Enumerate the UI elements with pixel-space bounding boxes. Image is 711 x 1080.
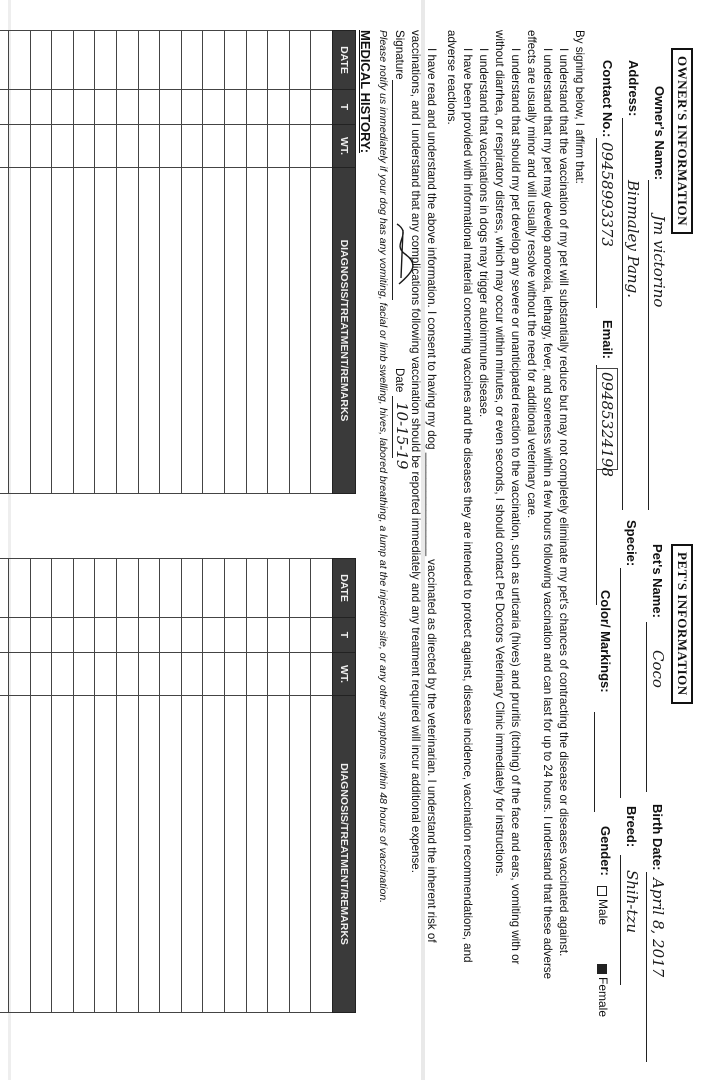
table-cell[interactable]	[9, 559, 31, 618]
table-cell[interactable]	[117, 90, 139, 125]
table-cell[interactable]	[117, 31, 139, 90]
table-row	[225, 31, 247, 494]
table-cell[interactable]	[311, 125, 333, 168]
table-cell[interactable]	[9, 90, 31, 125]
table-cell[interactable]	[311, 618, 333, 653]
table-row	[30, 31, 52, 494]
table-cell[interactable]	[30, 618, 52, 653]
table-row	[73, 559, 95, 1013]
table-cell[interactable]	[138, 90, 160, 125]
table-row	[268, 559, 290, 1013]
table-cell[interactable]	[246, 90, 268, 125]
table-cell[interactable]	[268, 653, 290, 696]
table-cell[interactable]	[181, 653, 203, 696]
table-cell[interactable]	[311, 90, 333, 125]
specie-label: Specie:	[624, 520, 639, 567]
table-cell[interactable]	[73, 125, 95, 168]
table-cell[interactable]	[181, 618, 203, 653]
table-cell[interactable]	[95, 125, 117, 168]
table-cell[interactable]	[181, 168, 203, 494]
table-cell[interactable]	[52, 696, 74, 1013]
table-cell[interactable]	[181, 559, 203, 618]
table-cell[interactable]	[160, 125, 182, 168]
table-cell[interactable]	[203, 125, 225, 168]
breed-value: Shih-tzu	[623, 870, 641, 934]
table-cell[interactable]	[225, 653, 247, 696]
gender-female-option[interactable]: Female	[596, 960, 610, 1017]
birth-date-value: April 8, 2017	[649, 878, 667, 978]
table-cell[interactable]	[0, 653, 9, 696]
table-cell[interactable]	[311, 653, 333, 696]
table-cell[interactable]	[0, 559, 9, 618]
medical-history-title: MEDICAL HISTORY:	[358, 30, 373, 154]
table-cell[interactable]	[30, 168, 52, 494]
table-cell[interactable]	[0, 125, 9, 168]
table-cell[interactable]	[246, 125, 268, 168]
table-row	[246, 559, 268, 1013]
table-row	[203, 31, 225, 494]
owner-name-label: Owner's Name:	[652, 86, 667, 181]
table-row	[203, 559, 225, 1013]
table-row	[117, 559, 139, 1013]
table-cell[interactable]	[289, 696, 311, 1013]
table-cell[interactable]	[95, 31, 117, 90]
medical-history-table-left	[0, 30, 356, 494]
consent-line-8: adverse reactions.	[445, 30, 458, 125]
table-row	[181, 559, 203, 1013]
table-cell[interactable]	[246, 168, 268, 494]
table-cell[interactable]	[52, 618, 74, 653]
table-cell[interactable]	[289, 90, 311, 125]
table-cell[interactable]	[117, 168, 139, 494]
table-cell[interactable]	[268, 125, 290, 168]
table-cell[interactable]	[181, 125, 203, 168]
breed-label: Breed:	[624, 806, 639, 848]
consent-line-5: without diarrhea, or respiratory distress, which may occur within minutes, or even seconds, I should contact Pet Doctors Veterinary Clinic immediately for instructions.	[493, 30, 506, 877]
table-cell[interactable]	[311, 559, 333, 618]
birth-date-label: Birth Date:	[650, 804, 665, 871]
table-cell[interactable]	[311, 696, 333, 1013]
table-cell[interactable]	[117, 559, 139, 618]
table-cell[interactable]	[203, 559, 225, 618]
table-cell[interactable]	[138, 559, 160, 618]
table-cell[interactable]	[181, 696, 203, 1013]
table-row	[0, 559, 9, 1013]
table-cell[interactable]	[138, 31, 160, 90]
col-date-header: DATE	[333, 559, 356, 618]
table-cell[interactable]	[117, 125, 139, 168]
table-row	[9, 559, 31, 1013]
col-wt-header: WT.	[333, 653, 356, 696]
table-cell[interactable]	[268, 168, 290, 494]
signature-scribble-icon	[387, 220, 417, 290]
table-cell[interactable]	[268, 90, 290, 125]
table-cell[interactable]	[225, 90, 247, 125]
table-cell[interactable]	[73, 696, 95, 1013]
table-cell[interactable]	[95, 653, 117, 696]
table-cell[interactable]	[9, 618, 31, 653]
table-cell[interactable]	[52, 31, 74, 90]
table-cell[interactable]	[95, 696, 117, 1013]
table-cell[interactable]	[30, 696, 52, 1013]
table-cell[interactable]	[289, 125, 311, 168]
table-cell[interactable]	[52, 653, 74, 696]
table-cell[interactable]	[117, 618, 139, 653]
table-cell[interactable]	[30, 31, 52, 90]
table-cell[interactable]	[9, 168, 31, 494]
table-row	[0, 31, 9, 494]
email-value: 09485324198	[598, 372, 616, 477]
table-cell[interactable]	[73, 559, 95, 618]
table-cell[interactable]	[52, 125, 74, 168]
table-cell[interactable]	[160, 653, 182, 696]
table-row	[52, 559, 74, 1013]
table-row	[95, 31, 117, 494]
col-wt-header: WT.	[333, 125, 356, 168]
table-cell[interactable]	[268, 696, 290, 1013]
table-cell[interactable]	[246, 696, 268, 1013]
table-cell[interactable]	[181, 90, 203, 125]
table-row	[30, 559, 52, 1013]
table-cell[interactable]	[225, 31, 247, 90]
col-date-header: DATE	[333, 31, 356, 90]
table-cell[interactable]	[160, 90, 182, 125]
table-cell[interactable]	[95, 168, 117, 494]
table-cell[interactable]	[30, 90, 52, 125]
table-cell[interactable]	[160, 696, 182, 1013]
signature-label: Signature	[393, 30, 406, 80]
table-cell[interactable]	[160, 618, 182, 653]
col-diagnosis-header: DIAGNOSIS/TREATMENT/REMARKS	[333, 696, 356, 1013]
table-header-row	[333, 559, 356, 1013]
table-row	[311, 31, 333, 494]
table-cell[interactable]	[73, 653, 95, 696]
table-cell[interactable]	[30, 125, 52, 168]
table-row	[117, 31, 139, 494]
date-label: Date	[393, 368, 406, 393]
contact-value: 09458993373	[598, 142, 616, 247]
color-markings-label: Color/ Markings:	[598, 590, 613, 693]
consent-line-2: I understand that my pet may develop anorexia, lethargy, fever, and soreness within a few hours following vaccination and can last for up to 24 hours. I understand that these adverse	[541, 48, 554, 980]
table-cell[interactable]	[246, 618, 268, 653]
table-cell[interactable]	[138, 653, 160, 696]
table-row	[95, 559, 117, 1013]
table-cell[interactable]	[225, 618, 247, 653]
table-cell[interactable]	[289, 559, 311, 618]
table-cell[interactable]	[289, 618, 311, 653]
table-row	[289, 559, 311, 1013]
table-cell[interactable]	[268, 559, 290, 618]
table-cell[interactable]	[117, 696, 139, 1013]
table-cell[interactable]	[0, 31, 9, 90]
table-cell[interactable]	[311, 168, 333, 494]
address-value: Binmaley Pang.	[624, 180, 642, 298]
table-cell[interactable]	[225, 125, 247, 168]
table-cell[interactable]	[9, 696, 31, 1013]
table-cell[interactable]	[0, 696, 9, 1013]
table-row	[311, 559, 333, 1013]
table-cell[interactable]	[73, 31, 95, 90]
table-row	[181, 31, 203, 494]
medical-history-table-right	[0, 558, 356, 1013]
table-cell[interactable]	[225, 696, 247, 1013]
table-cell[interactable]	[73, 90, 95, 125]
email-label: Email:	[600, 320, 615, 360]
table-cell[interactable]	[73, 168, 95, 494]
table-cell[interactable]	[95, 559, 117, 618]
col-t-header: T	[333, 618, 356, 653]
table-cell[interactable]	[138, 168, 160, 494]
male-checkbox-icon	[597, 886, 607, 896]
table-cell[interactable]	[95, 618, 117, 653]
gender-male-option[interactable]: Male	[596, 882, 610, 925]
table-cell[interactable]	[203, 90, 225, 125]
table-cell[interactable]	[268, 31, 290, 90]
address-label: Address:	[626, 60, 641, 117]
owner-section-title: OWNER'S INFORMATION	[671, 48, 693, 234]
table-cell[interactable]	[52, 90, 74, 125]
signature-date-value: 10-15-19	[393, 402, 411, 470]
table-cell[interactable]	[160, 559, 182, 618]
consent-line-4: I understand that should my pet develop any severe or unanticipated reaction to the vaccination, such as urticaria (hives) and pruritis (itching) of the face and ears, vomiting with or	[509, 48, 522, 965]
table-cell[interactable]	[52, 168, 74, 494]
table-cell[interactable]	[203, 618, 225, 653]
table-cell[interactable]	[0, 168, 9, 494]
table-cell[interactable]	[289, 168, 311, 494]
table-cell[interactable]	[0, 90, 9, 125]
table-row	[138, 31, 160, 494]
table-cell[interactable]	[52, 559, 74, 618]
table-cell[interactable]	[0, 618, 9, 653]
consent-line-1: I understand that the vaccination of my pet will substantially reduce but may not completely eliminate my pet's chances of contracting the disease or diseases vaccinated against.	[557, 48, 570, 957]
notice-text: Please notify us immediately if your dog has any vomiting, facial or limb swelling, hives, labored breathing, a lump at the injection site, or any other symptoms within 48 hours of vaccination.	[377, 30, 389, 904]
female-checkbox-checked-icon	[597, 964, 607, 974]
consent-line-6: I understand that vaccinations in dogs may trigger autoimmune disease.	[477, 48, 490, 418]
table-cell[interactable]	[138, 618, 160, 653]
table-row	[246, 31, 268, 494]
table-cell[interactable]	[73, 618, 95, 653]
table-cell[interactable]	[160, 31, 182, 90]
table-cell[interactable]	[268, 618, 290, 653]
table-cell[interactable]	[246, 559, 268, 618]
consent-line-10: vaccinations, and I understand that any complications following vaccination should be reported immediately and any treatment required will incur additional expense.	[409, 30, 422, 873]
table-cell[interactable]	[30, 559, 52, 618]
table-cell[interactable]	[225, 168, 247, 494]
table-cell[interactable]	[246, 31, 268, 90]
consent-intro: By signing below, I affirm that:	[573, 30, 586, 184]
pet-name-value: Coco	[649, 650, 667, 688]
table-row	[289, 31, 311, 494]
table-cell[interactable]	[9, 653, 31, 696]
consent-line-9: I have read and understand the above information. I consent to having my dog ________________ vaccinated as directed by the veterinarian. I understand the inherent risk of	[425, 48, 438, 943]
col-diagnosis-header: DIAGNOSIS/TREATMENT/REMARKS	[333, 168, 356, 494]
table-row	[73, 31, 95, 494]
table-row	[268, 31, 290, 494]
table-cell[interactable]	[246, 653, 268, 696]
table-cell[interactable]	[289, 31, 311, 90]
table-row	[138, 559, 160, 1013]
consent-line-3: effects are usually minor and will usually resolve without the need for additional veterinary care.	[525, 30, 538, 519]
table-cell[interactable]	[203, 653, 225, 696]
table-cell[interactable]	[138, 696, 160, 1013]
pet-name-label: Pet's Name:	[650, 544, 665, 618]
table-cell[interactable]	[30, 653, 52, 696]
table-cell[interactable]	[203, 696, 225, 1013]
gender-label: Gender:	[598, 826, 613, 876]
table-cell[interactable]	[9, 31, 31, 90]
table-cell[interactable]	[95, 90, 117, 125]
table-row	[160, 31, 182, 494]
col-t-header: T	[333, 90, 356, 125]
table-header-row	[333, 31, 356, 494]
table-cell[interactable]	[311, 31, 333, 90]
consent-line-7: I have been provided with informational material concerning vaccines and the diseases they are intended to protect against, disease incidence, vaccination recommendations, and	[461, 48, 474, 963]
table-cell[interactable]	[117, 653, 139, 696]
table-row	[160, 559, 182, 1013]
table-row	[225, 559, 247, 1013]
table-cell[interactable]	[225, 559, 247, 618]
table-cell[interactable]	[181, 31, 203, 90]
pet-section-title: PET'S INFORMATION	[671, 544, 693, 704]
contact-label: Contact No.:	[600, 60, 615, 138]
table-row	[52, 31, 74, 494]
table-cell[interactable]	[9, 125, 31, 168]
table-cell[interactable]	[289, 653, 311, 696]
owner-name-value: Jm victorino	[650, 215, 668, 308]
table-cell[interactable]	[138, 125, 160, 168]
table-cell[interactable]	[203, 31, 225, 90]
table-cell[interactable]	[160, 168, 182, 494]
table-cell[interactable]	[203, 168, 225, 494]
table-row	[9, 31, 31, 494]
